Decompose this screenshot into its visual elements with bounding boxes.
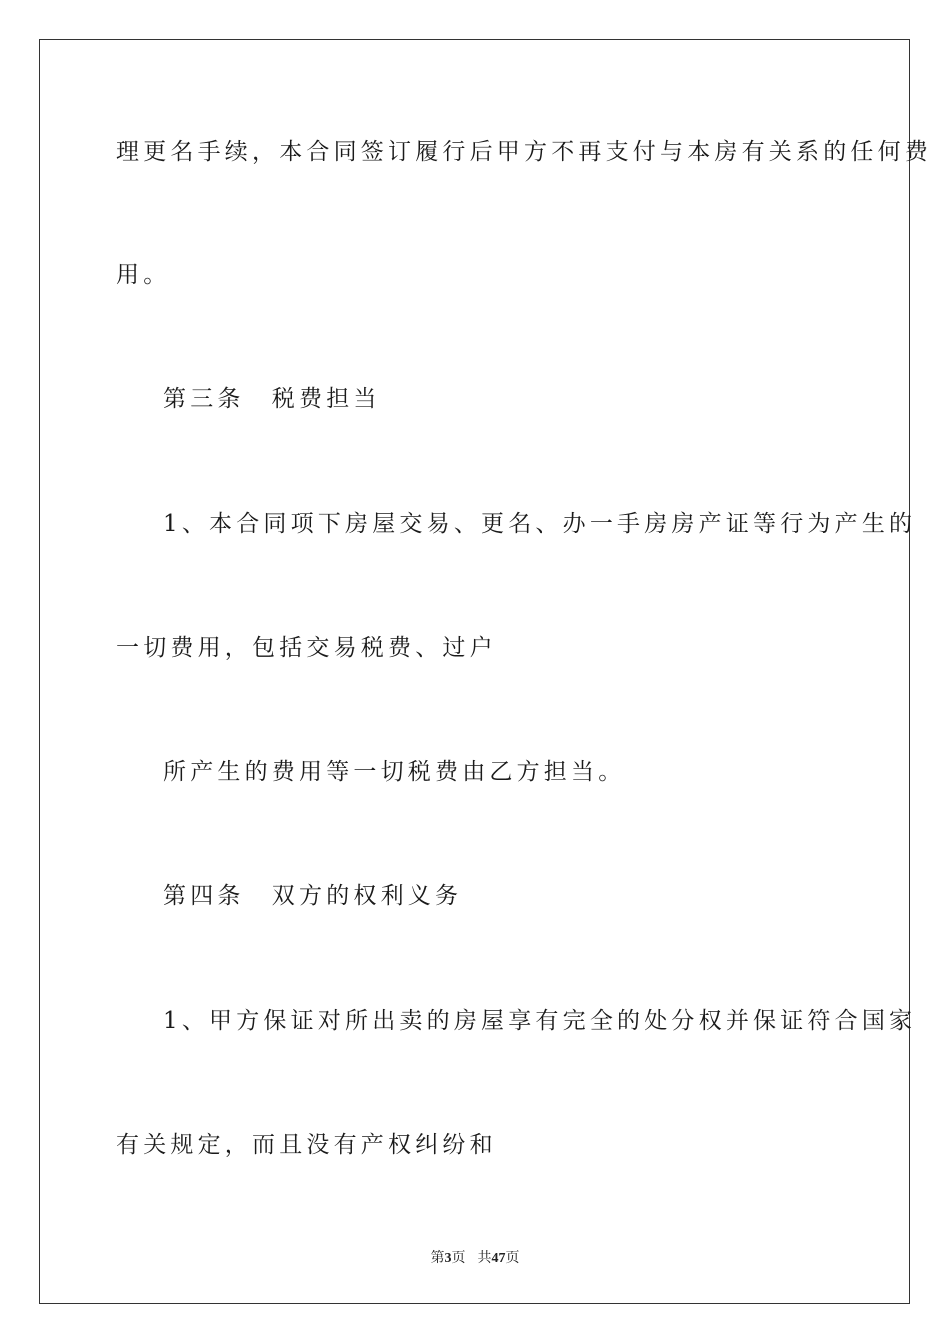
page-suffix: 页 (451, 1251, 466, 1266)
total-prefix: 共 (477, 1251, 492, 1266)
section-heading-3: 第三条 税费担当 (163, 386, 381, 412)
body-text-line: 一切费用，包括交易税费、过户 (116, 635, 497, 661)
page-footer (0, 1247, 950, 1267)
page-prefix: 第 (430, 1251, 445, 1266)
page-number: 3 (444, 1251, 452, 1266)
body-text-line: 用。 (116, 262, 171, 288)
body-text-line: 理更名手续，本合同签订履行后甲方不再支付与本房有关系的任何费 (116, 139, 932, 165)
page-border (39, 39, 910, 1304)
section-heading-4: 第四条 双方的权利义务 (163, 883, 463, 909)
body-text-line: 1、本合同项下房屋交易、更名、办一手房房产证等行为产生的 (163, 511, 917, 537)
body-text-line: 所产生的费用等一切税费由乙方担当。 (163, 759, 626, 785)
total-pages: 47 (491, 1251, 506, 1266)
body-text-line: 有关规定，而且没有产权纠纷和 (116, 1132, 497, 1158)
total-suffix: 页 (505, 1251, 520, 1266)
body-text-line: 1、甲方保证对所出卖的房屋享有完全的处分权并保证符合国家 (163, 1008, 917, 1034)
